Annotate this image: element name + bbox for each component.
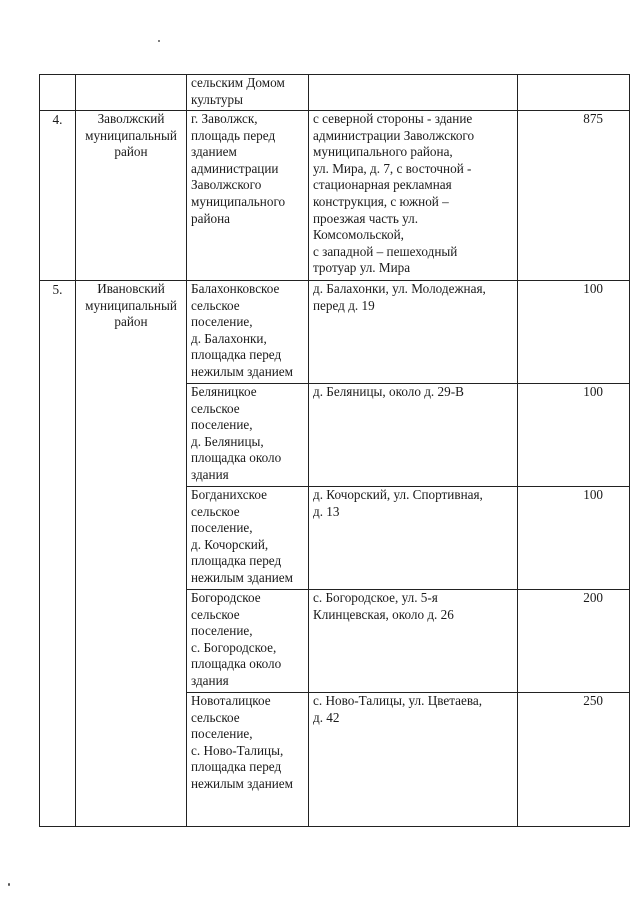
area-cell: 100 bbox=[518, 384, 630, 487]
settlement-cell: Новоталицкое сельское поселение, с. Ново-Талицы, площадка перед нежилым зданием bbox=[187, 693, 309, 827]
location-cell: с. Ново-Талицы, ул. Цветаева, д. 42 bbox=[309, 693, 518, 827]
district-cell: Ивановский муниципальный район bbox=[76, 281, 187, 827]
settlement-cell: Балахонковское сельское поселение, д. Балахонки, площадка перед нежилым зданием bbox=[187, 281, 309, 384]
table-row bbox=[40, 75, 630, 111]
area-cell: 100 bbox=[518, 487, 630, 590]
row-number: 5. bbox=[40, 281, 76, 827]
table-row bbox=[40, 281, 630, 384]
area-cell: 200 bbox=[518, 590, 630, 693]
settlement-cell: Беляницкое сельское поселение, д. Беляницы, площадка около здания bbox=[187, 384, 309, 487]
district-cell: Заволжский муниципальный район bbox=[76, 111, 187, 281]
area-cell: 875 bbox=[518, 111, 630, 281]
district-cell bbox=[76, 75, 187, 111]
area-cell: 100 bbox=[518, 281, 630, 384]
table-row bbox=[40, 111, 630, 281]
settlement-cell: Богородское сельское поселение, с. Богородское, площадка около здания bbox=[187, 590, 309, 693]
row-number: 4. bbox=[40, 111, 76, 281]
scan-speck bbox=[8, 883, 10, 886]
scan-speck bbox=[158, 40, 160, 42]
area-cell: 250 bbox=[518, 693, 630, 827]
location-cell: д. Балахонки, ул. Молодежная, перед д. 19 bbox=[309, 281, 518, 384]
location-cell: д. Кочорский, ул. Спортивная, д. 13 bbox=[309, 487, 518, 590]
settlement-cell: сельским Домом культуры bbox=[187, 75, 309, 111]
row-number bbox=[40, 75, 76, 111]
location-cell: д. Беляницы, около д. 29-В bbox=[309, 384, 518, 487]
sites-table bbox=[39, 74, 630, 827]
location-cell: с северной стороны - здание администрации Заволжского муниципального района, ул. Мира, д. 7, с восточной - стационарная рекламная конструкция, с южной – проезжая часть ул. Комсомольской, с западной – пешеходный тротуар ул. Мира bbox=[309, 111, 518, 281]
settlement-cell: г. Заволжск, площадь перед зданием администрации Заволжского муниципального района bbox=[187, 111, 309, 281]
location-cell: с. Богородское, ул. 5-я Клинцевская, около д. 26 bbox=[309, 590, 518, 693]
settlement-cell: Богданихское сельское поселение, д. Кочорский, площадка перед нежилым зданием bbox=[187, 487, 309, 590]
location-cell bbox=[309, 75, 518, 111]
area-cell bbox=[518, 75, 630, 111]
